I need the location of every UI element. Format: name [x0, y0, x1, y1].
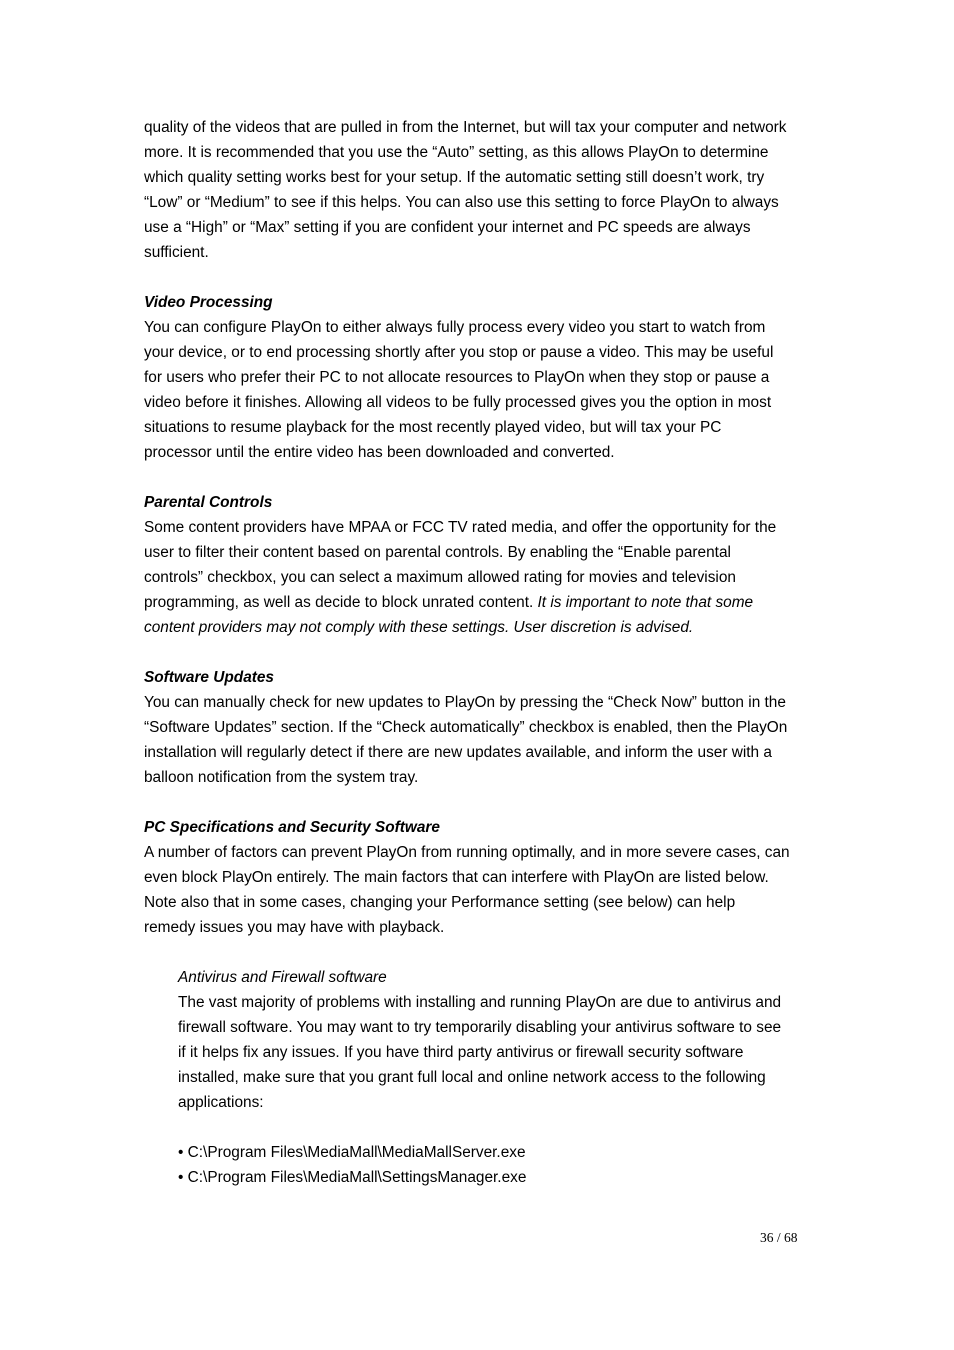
text-line: remedy issues you may have with playback. [144, 919, 445, 936]
paragraph-spacer [144, 465, 816, 490]
text-line: processor until the entire video has been downloaded and converted. [144, 444, 615, 461]
text-line: if it helps fix any issues. If you have third party antivirus or firewall security software [178, 1044, 744, 1061]
text-line: sufficient. [144, 244, 209, 261]
parental-controls-section [144, 490, 816, 640]
text-run: programming, as well as decide to block unrated content. [144, 594, 538, 611]
section-heading-pc-specifications: PC Specifications and Security Software [144, 819, 440, 836]
text-line: installation will regularly detect if there are new updates available, and inform the user with a [144, 744, 772, 761]
text-line-mixed [144, 590, 816, 615]
text-line: A number of factors can prevent PlayOn from running optimally, and in more severe cases, can [144, 844, 790, 861]
text-line: firewall software. You may want to try temporarily disabling your antivirus software to see [178, 1019, 782, 1036]
text-line: situations to resume playback for the most recently played video, but will tax your PC [144, 419, 722, 436]
text-line: which quality setting works best for your setup. If the automatic setting still doesn’t work, try [144, 169, 765, 186]
document-page [144, 115, 816, 1190]
paragraph-spacer [144, 940, 816, 965]
text-line: video before it finishes. Allowing all videos to be fully processed gives you the option in most [144, 394, 772, 411]
antivirus-subsection [178, 965, 816, 1190]
text-line: You can manually check for new updates to PlayOn by pressing the “Check Now” button in the [144, 694, 786, 711]
page-number: 36 / 68 [760, 1230, 798, 1245]
subsection-heading-antivirus: Antivirus and Firewall software [178, 969, 387, 986]
text-line: even block PlayOn entirely. The main factors that can interfere with PlayOn are listed below. [144, 869, 769, 886]
software-updates-section [144, 665, 816, 790]
paragraph-spacer [144, 265, 816, 290]
text-line: use a “High” or “Max” setting if you are confident your internet and PC speeds are always [144, 219, 751, 236]
section-heading-software-updates: Software Updates [144, 669, 274, 686]
text-line: your device, or to end processing shortly after you stop or pause a video. This may be useful [144, 344, 774, 361]
paragraph-spacer [144, 640, 816, 665]
text-line: “Software Updates” section. If the “Check automatically” checkbox is enabled, then the PlayOn [144, 719, 788, 736]
list-item: • C:\Program Files\MediaMall\MediaMallServer.exe [178, 1144, 526, 1161]
text-line: controls” checkbox, you can select a maximum allowed rating for movies and television [144, 569, 736, 586]
text-line: “Low” or “Medium” to see if this helps. You can also use this setting to force PlayOn to always [144, 194, 779, 211]
video-processing-section [144, 290, 816, 465]
section-heading-video-processing: Video Processing [144, 294, 273, 311]
text-line-italic: content providers may not comply with these settings. User discretion is advised. [144, 619, 694, 636]
text-line: quality of the videos that are pulled in from the Internet, but will tax your computer and network [144, 119, 787, 136]
paragraph-spacer [144, 790, 816, 815]
text-line: more. It is recommended that you use the “Auto” setting, as this allows PlayOn to determine [144, 144, 769, 161]
list-item: • C:\Program Files\MediaMall\SettingsManager.exe [178, 1169, 527, 1186]
text-line: applications: [178, 1094, 264, 1111]
text-line: You can configure PlayOn to either always fully process every video you start to watch from [144, 319, 766, 336]
text-line: The vast majority of problems with installing and running PlayOn are due to antivirus and [178, 994, 782, 1011]
pc-specifications-section [144, 815, 816, 940]
text-line: balloon notification from the system tray. [144, 769, 419, 786]
paragraph-spacer [178, 1115, 816, 1140]
text-line: for users who prefer their PC to not allocate resources to PlayOn when they stop or pause a [144, 369, 770, 386]
text-line: Some content providers have MPAA or FCC TV rated media, and offer the opportunity for the [144, 519, 777, 536]
intro-paragraph [144, 115, 816, 265]
text-run-italic: It is important to note that some [537, 594, 754, 611]
text-line: user to filter their content based on parental controls. By enabling the “Enable parental [144, 544, 731, 561]
text-line: Note also that in some cases, changing your Performance setting (see below) can help [144, 894, 736, 911]
text-line: installed, make sure that you grant full local and online network access to the following [178, 1069, 766, 1086]
section-heading-parental-controls: Parental Controls [144, 494, 273, 511]
